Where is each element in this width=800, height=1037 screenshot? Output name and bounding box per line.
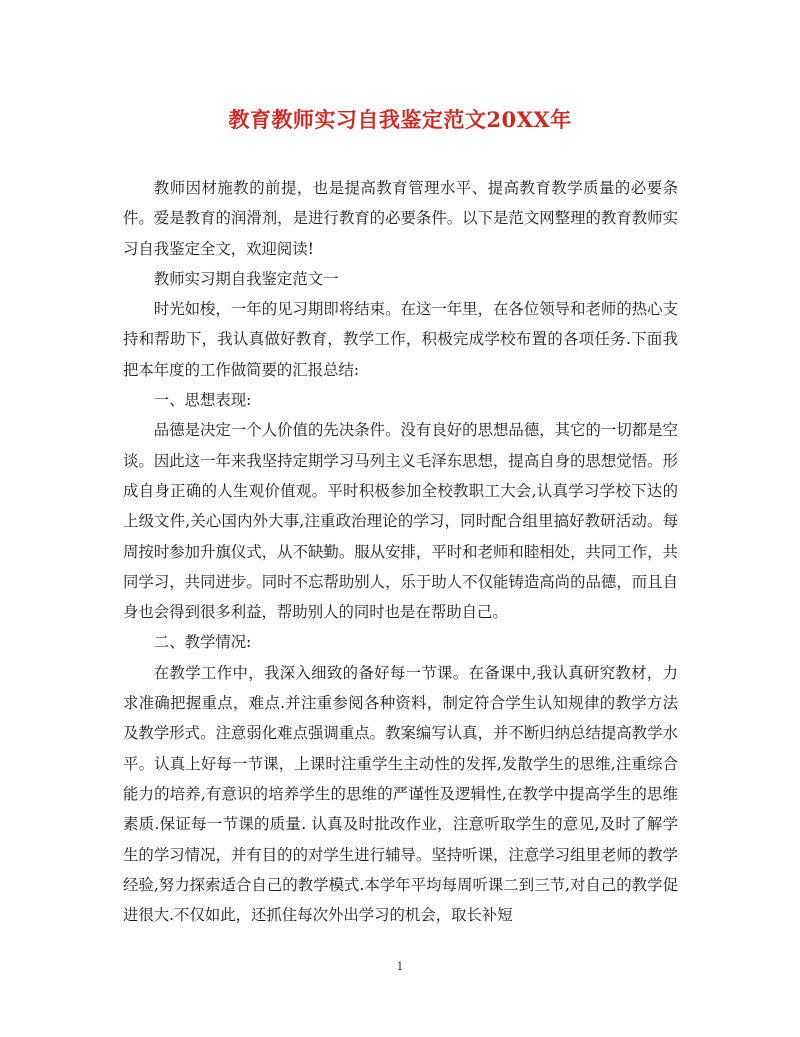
section-heading-thought: 一、思想表现: — [153, 391, 252, 410]
opening-paragraph: 时光如梭，一年的见习期即将结束。在这一年里，在各位领导和老师的热心支持和帮助下，我认真做好教育，教学工作，积极完成学校布置的各项任务.下面我把本年度的工作做简要的汇报总结: — [123, 300, 678, 379]
section-heading-teaching: 二、教学情况: — [153, 633, 252, 652]
document-body — [123, 173, 678, 930]
section-heading-example-one: 教师实习期自我鉴定范文一 — [153, 269, 339, 288]
teaching-paragraph: 在教学工作中，我深入细致的备好每一节课。在备课中,我认真研究教材，力求准确把握重点，难点.并注重参阅各种资料，制定符合学生认知规律的教学方法及教学形式。注意弱化难点强调重点。教案编写认真，并不断归纳总结提高教学水平。认真上好每一节课，上课时注重学生主动性的发挥,发散学生的思维,注重综合能力的培养,有意识的培养学生的思维的严谨性及逻辑性,在教学中提高学生的思维素质.保证每一节课的质量. 认真及时批改作业，注意听取学生的意见,及时了解学生的学习情况，并有目的的对学生进行辅导。坚持听课，注意学习组里老师的教学经验,努力探索适合自己的教学模式.本学年平均每周听课二到三节,对自己的教学促进很大.不仅如此，还抓住每次外出学习的机会，取长补短 — [123, 663, 678, 925]
thought-paragraph: 品德是决定一个人价值的先决条件。没有良好的思想品德，其它的一切都是空谈。因此这一年来我坚持定期学习马列主义毛泽东思想，提高自身的思想觉悟。形成自身正确的人生观价值观。平时积极参加全校教职工大会,认真学习学校下达的上级文件,关心国内外大事,注重政治理论的学习，同时配合组里搞好教研活动。每周按时参加升旗仪式，从不缺勤。服从安排，平时和老师和睦相处，共同工作，共同学习，共同进步。同时不忘帮助别人，乐于助人不仅能铸造高尚的品德，而且自身也会得到很多利益，帮助别人的同时也是在帮助自己。 — [123, 421, 678, 622]
intro-paragraph: 教师因材施教的前提，也是提高教育管理水平、提高教育教学质量的必要条件。爱是教育的润滑剂，是进行教育的必要条件。以下是范文网整理的教育教师实习自我鉴定全文，欢迎阅读! — [123, 179, 678, 258]
page-number: 1 — [396, 960, 404, 973]
document-title: 教育教师实习自我鉴定范文20XX年 — [228, 107, 572, 132]
